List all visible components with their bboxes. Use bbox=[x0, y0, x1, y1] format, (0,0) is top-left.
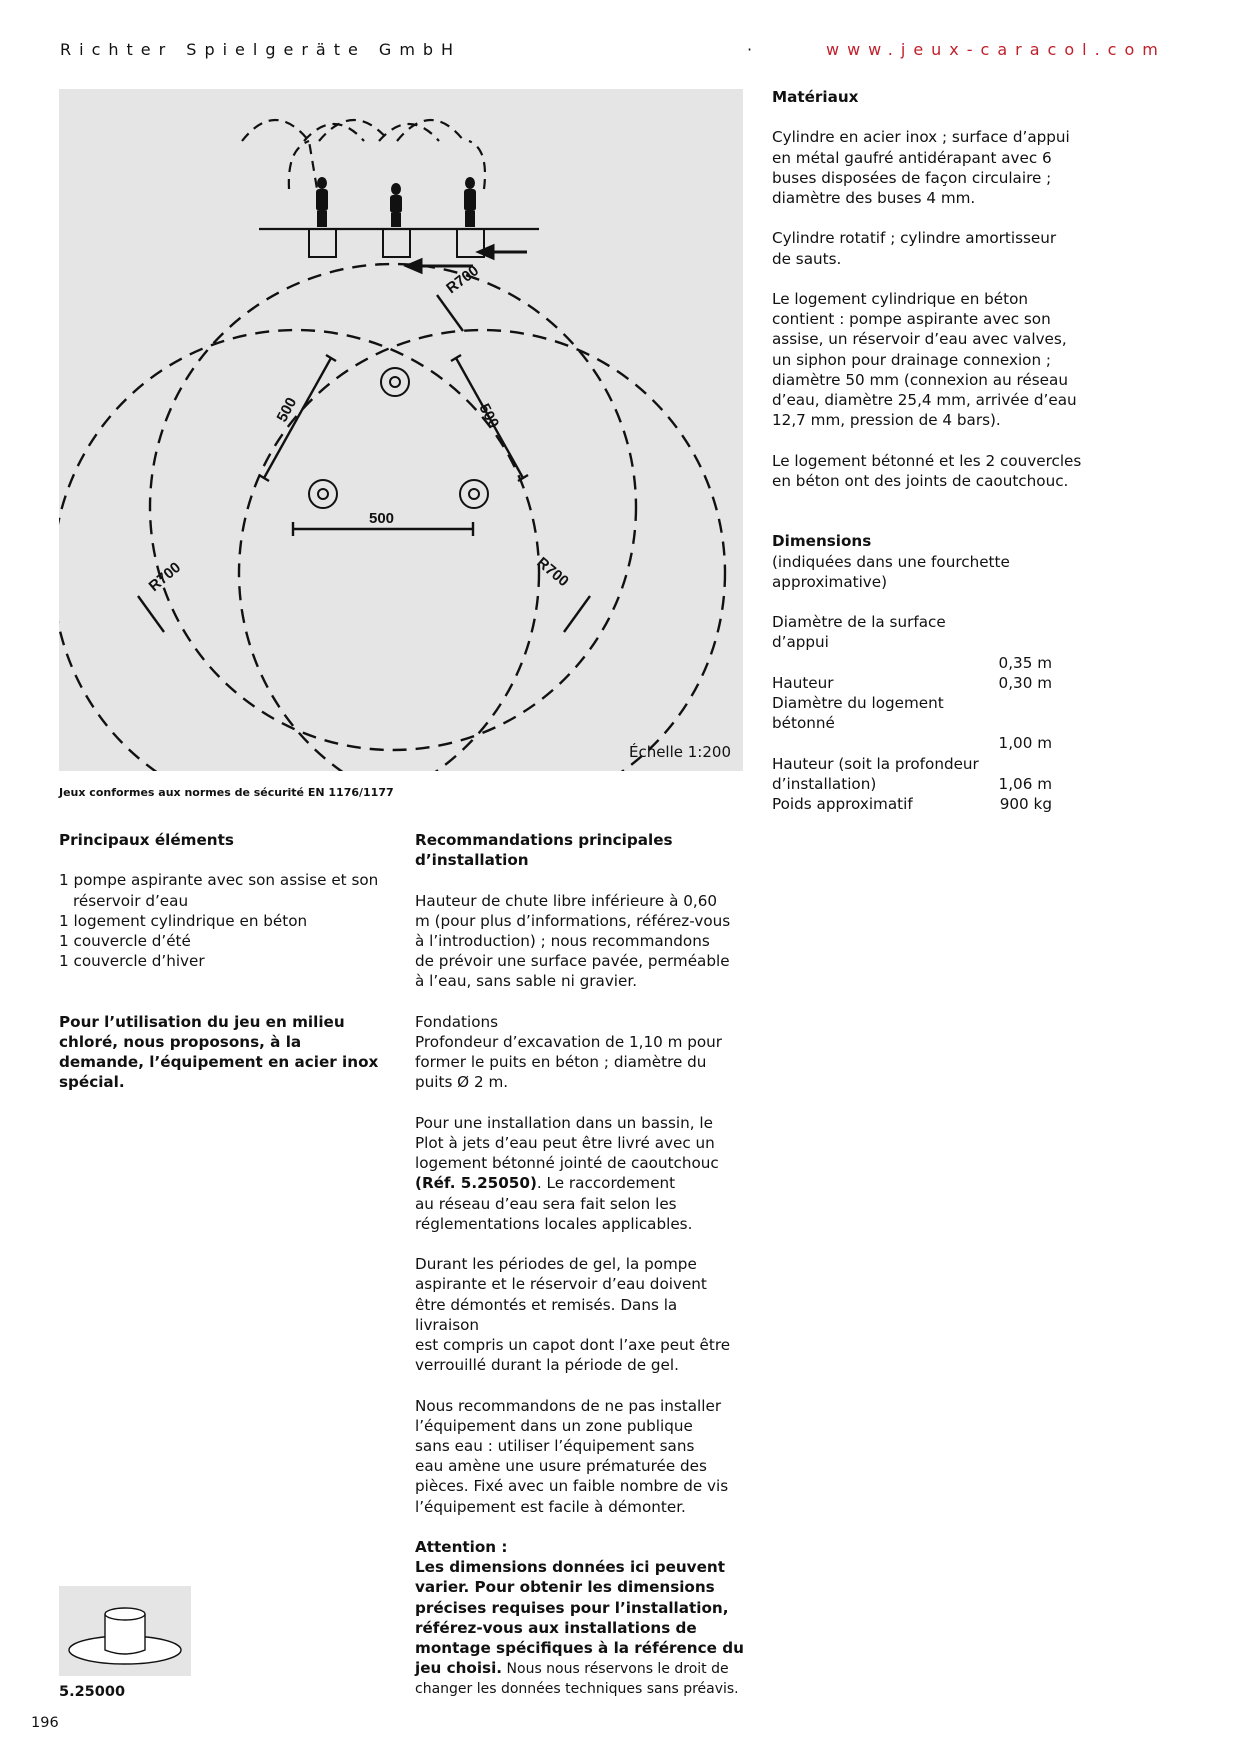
text-line: Profondeur d’excavation de 1,10 m pour bbox=[415, 1033, 723, 1051]
list-item: 1 couvercle d’été bbox=[59, 932, 191, 950]
safety-zone-circle-top bbox=[150, 264, 636, 750]
chlorine-note: Pour l’utilisation du jeu en milieu bbox=[59, 1012, 345, 1031]
text-line: aspirante et le réservoir d’eau doivent bbox=[415, 1275, 707, 1294]
text-line: réglementations locales applicables. bbox=[415, 1214, 693, 1233]
attention-heading: Attention : bbox=[415, 1538, 508, 1557]
label-r700-top: R700 bbox=[443, 262, 483, 298]
post-left bbox=[309, 229, 336, 257]
text-line: puits Ø 2 m. bbox=[415, 1073, 509, 1092]
safety-zone-circle-right bbox=[239, 330, 725, 771]
text-line: à l’eau, sans sable ni gravier. bbox=[415, 972, 638, 991]
header-url-link[interactable]: www.jeux-caracol.com bbox=[826, 40, 1166, 59]
label-r700-left: R700 bbox=[145, 558, 185, 596]
safety-norm-caption: Jeux conformes aux normes de sécurité EN 1176/1177 bbox=[59, 786, 394, 799]
dimensions-heading: Dimensions bbox=[772, 532, 872, 551]
text-line: en métal gaufré antidérapant avec 6 bbox=[772, 148, 1052, 167]
text-line: Nous recommandons de ne pas installer bbox=[415, 1396, 722, 1415]
dimension-row: Diamètre de la surface d’appui bbox=[772, 613, 946, 652]
text-line: assise, un réservoir d’eau avec valves, bbox=[772, 330, 1067, 349]
list-item: réservoir d’eau bbox=[73, 891, 189, 910]
text-line: diamètre des buses 4 mm. bbox=[772, 189, 976, 207]
text-line: est compris un capot dont l’axe peut être bbox=[415, 1336, 731, 1355]
post-center bbox=[383, 229, 410, 257]
water-jet-arcs bbox=[242, 120, 485, 189]
text-line: logement bétonné jointé de caoutchouc bbox=[415, 1154, 719, 1173]
disclaimer-line: changer les données techniques sans préavis. bbox=[415, 1681, 739, 1698]
layout-diagram-svg bbox=[59, 89, 743, 771]
dimension-lines bbox=[138, 295, 590, 632]
materials-heading: Matériaux bbox=[772, 88, 859, 106]
text-line: verrouillé durant la période de gel. bbox=[415, 1356, 679, 1375]
dimension-row: Hauteur 0,30 m bbox=[772, 673, 1052, 692]
text-line: sans eau : utiliser l’équipement sans bbox=[415, 1437, 695, 1456]
label-dim-right: 500 bbox=[475, 400, 503, 431]
text-line: buses disposées de façon circulaire ; bbox=[772, 168, 1052, 187]
text-line: contient : pompe aspirante avec son bbox=[772, 310, 1051, 329]
header-separator: · bbox=[747, 40, 761, 59]
cylinder-icon bbox=[59, 1586, 191, 1676]
dimension-row: 1,00 m bbox=[998, 734, 1052, 753]
text-line: d’eau, diamètre 25,4 mm, arrivée d’eau bbox=[772, 391, 1077, 409]
text-line: diamètre 50 mm (connexion au réseau bbox=[772, 370, 1068, 389]
text-line: au réseau d’eau sera fait selon les bbox=[415, 1194, 677, 1213]
text-line: de sauts. bbox=[772, 249, 842, 268]
attention-line: jeu choisi. Nous nous réservons le droit de bbox=[415, 1659, 729, 1678]
text-line: l’équipement est facile à démonter. bbox=[415, 1497, 686, 1516]
label-dim-bottom: 500 bbox=[369, 510, 395, 527]
dimension-row: Poids approximatif 900 kg bbox=[772, 795, 1052, 813]
text-line: Durant les périodes de gel, la pompe bbox=[415, 1255, 697, 1274]
header-company: Richter Spielgeräte GmbH bbox=[60, 40, 462, 59]
list-item: 1 logement cylindrique en béton bbox=[59, 911, 308, 930]
installation-heading: Recommandations principales bbox=[415, 831, 673, 849]
nozzle-targets bbox=[309, 368, 488, 508]
text-line: un siphon pour drainage connexion ; bbox=[772, 350, 1052, 369]
dimension-row: 0,35 m bbox=[998, 653, 1052, 672]
attention-line: varier. Pour obtenir les dimensions bbox=[415, 1578, 715, 1597]
chlorine-note: spécial. bbox=[59, 1073, 125, 1092]
text-line: à l’introduction) ; nous recommandons bbox=[415, 932, 710, 950]
dimension-row: d’installation) 1,06 m bbox=[772, 774, 1052, 793]
attention-line: précises requises pour l’installation, bbox=[415, 1598, 729, 1617]
product-thumbnail bbox=[59, 1586, 191, 1676]
elements-column bbox=[59, 830, 399, 1093]
text-line: l’équipement dans un zone publique bbox=[415, 1416, 693, 1435]
text-line: Cylindre rotatif ; cylindre amortisseur bbox=[772, 229, 1057, 248]
chlorine-note: chloré, nous proposons, à la bbox=[59, 1032, 302, 1051]
attention-line: montage spécifiques à la référence du bbox=[415, 1639, 744, 1658]
elements-heading: Principaux éléments bbox=[59, 831, 234, 849]
text-line: Pour une installation dans un bassin, le bbox=[415, 1113, 713, 1132]
text-line: de prévoir une surface pavée, perméable bbox=[415, 952, 730, 971]
text-line: Plot à jets d’eau peut être livré avec un bbox=[415, 1134, 715, 1152]
text-line: être démontés et remisés. Dans la livraison bbox=[415, 1295, 678, 1334]
dimension-row: Hauteur (soit la profondeur bbox=[772, 754, 979, 773]
label-r700-right: R700 bbox=[533, 554, 572, 591]
text-line: pièces. Fixé avec un faible nombre de vis bbox=[415, 1477, 729, 1496]
text-line: 12,7 mm, pression de 4 bars). bbox=[772, 411, 1001, 430]
scale-label: Échelle 1:200 bbox=[628, 743, 731, 761]
text-line: Le logement cylindrique en béton bbox=[772, 289, 1029, 308]
materials-dimensions-column bbox=[772, 87, 1092, 814]
text-line: former le puits en béton ; diamètre du bbox=[415, 1053, 707, 1072]
dimension-row: Diamètre du logement bétonné bbox=[772, 693, 944, 733]
basin-reference: (Réf. 5.25050) bbox=[415, 1174, 537, 1193]
product-reference: 5.25000 bbox=[59, 1684, 126, 1700]
safety-zone-circle-left bbox=[59, 330, 539, 771]
page-number: 196 bbox=[31, 1715, 59, 1731]
layout-diagram bbox=[59, 89, 743, 771]
chlorine-note: demande, l’équipement en acier inox bbox=[59, 1053, 379, 1072]
installation-heading: d’installation bbox=[415, 851, 529, 870]
text-line: eau amène une usure prématurée des bbox=[415, 1457, 707, 1476]
attention-line: Les dimensions données ici peuvent bbox=[415, 1558, 725, 1577]
list-item: 1 couvercle d’hiver bbox=[59, 952, 205, 971]
text-line: approximative) bbox=[772, 572, 888, 591]
installation-column bbox=[415, 830, 745, 1700]
attention-line: référez-vous aux installations de bbox=[415, 1618, 697, 1637]
text-line: Cylindre en acier inox ; surface d’appui bbox=[772, 128, 1070, 147]
text-line: Le logement bétonné et les 2 couvercles bbox=[772, 451, 1082, 470]
foundation-heading: Fondations bbox=[415, 1012, 499, 1031]
label-dim-left: 500 bbox=[273, 394, 301, 425]
text-line: Hauteur de chute libre inférieure à 0,60 bbox=[415, 891, 718, 910]
text-line: en béton ont des joints de caoutchouc. bbox=[772, 471, 1069, 490]
text-line: m (pour plus d’informations, référez-vous bbox=[415, 911, 731, 930]
text-line: (indiquées dans une fourchette bbox=[772, 552, 1010, 571]
list-item: 1 pompe aspirante avec son assise et son bbox=[59, 871, 379, 890]
child-figures bbox=[316, 177, 476, 227]
text-line: (Réf. 5.25050). Le raccordement bbox=[415, 1174, 676, 1193]
